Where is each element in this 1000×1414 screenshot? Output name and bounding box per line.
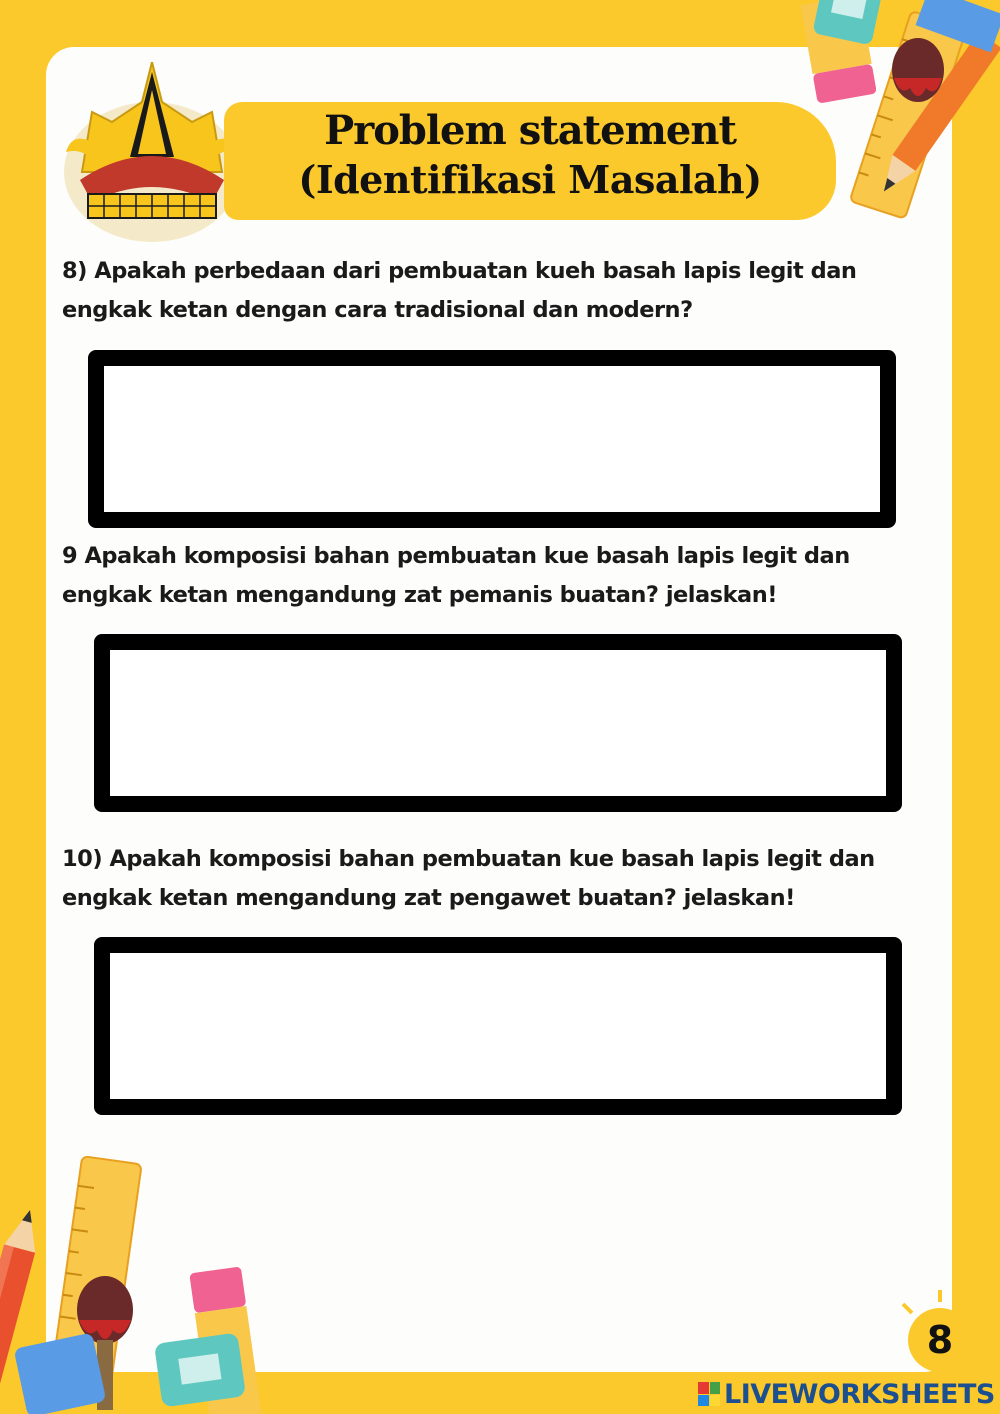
question-9	[62, 537, 942, 615]
question-number: 8	[62, 258, 78, 284]
crown-emblem-icon	[62, 62, 242, 242]
answer-box-8[interactable]	[88, 350, 896, 528]
question-separator: )	[77, 258, 87, 284]
title-line-1: Problem statement	[324, 107, 736, 154]
pencil-icon	[0, 1206, 45, 1414]
page-title	[230, 106, 830, 204]
question-text: Apakah perbedaan dari pembuatan kueh basah lapis legit dan engkak ketan dengan cara tradisional dan modern?	[62, 258, 857, 323]
liveworksheets-logo-icon	[698, 1382, 720, 1406]
question-10	[62, 840, 942, 918]
page-number: 8	[908, 1308, 972, 1372]
question-separator: )	[92, 846, 103, 872]
question-number: 9	[62, 543, 78, 569]
question-text: Apakah komposisi bahan pembuatan kue basah lapis legit dan engkak ketan mengandung zat pengawet buatan? jelaskan!	[62, 846, 875, 911]
answer-box-9[interactable]	[94, 634, 902, 812]
answer-box-10[interactable]	[94, 937, 902, 1115]
question-8	[62, 252, 942, 330]
title-line-2: (Identifikasi Masalah)	[298, 157, 762, 202]
question-number: 10	[62, 846, 93, 872]
paintbrush-icon	[892, 38, 944, 102]
question-text: Apakah komposisi bahan pembuatan kue basah lapis legit dan engkak ketan mengandung zat pemanis buatan? jelaskan!	[62, 543, 850, 608]
brand-text: LIVEWORKSHEETS	[724, 1378, 995, 1410]
liveworksheets-brand	[698, 1378, 995, 1410]
